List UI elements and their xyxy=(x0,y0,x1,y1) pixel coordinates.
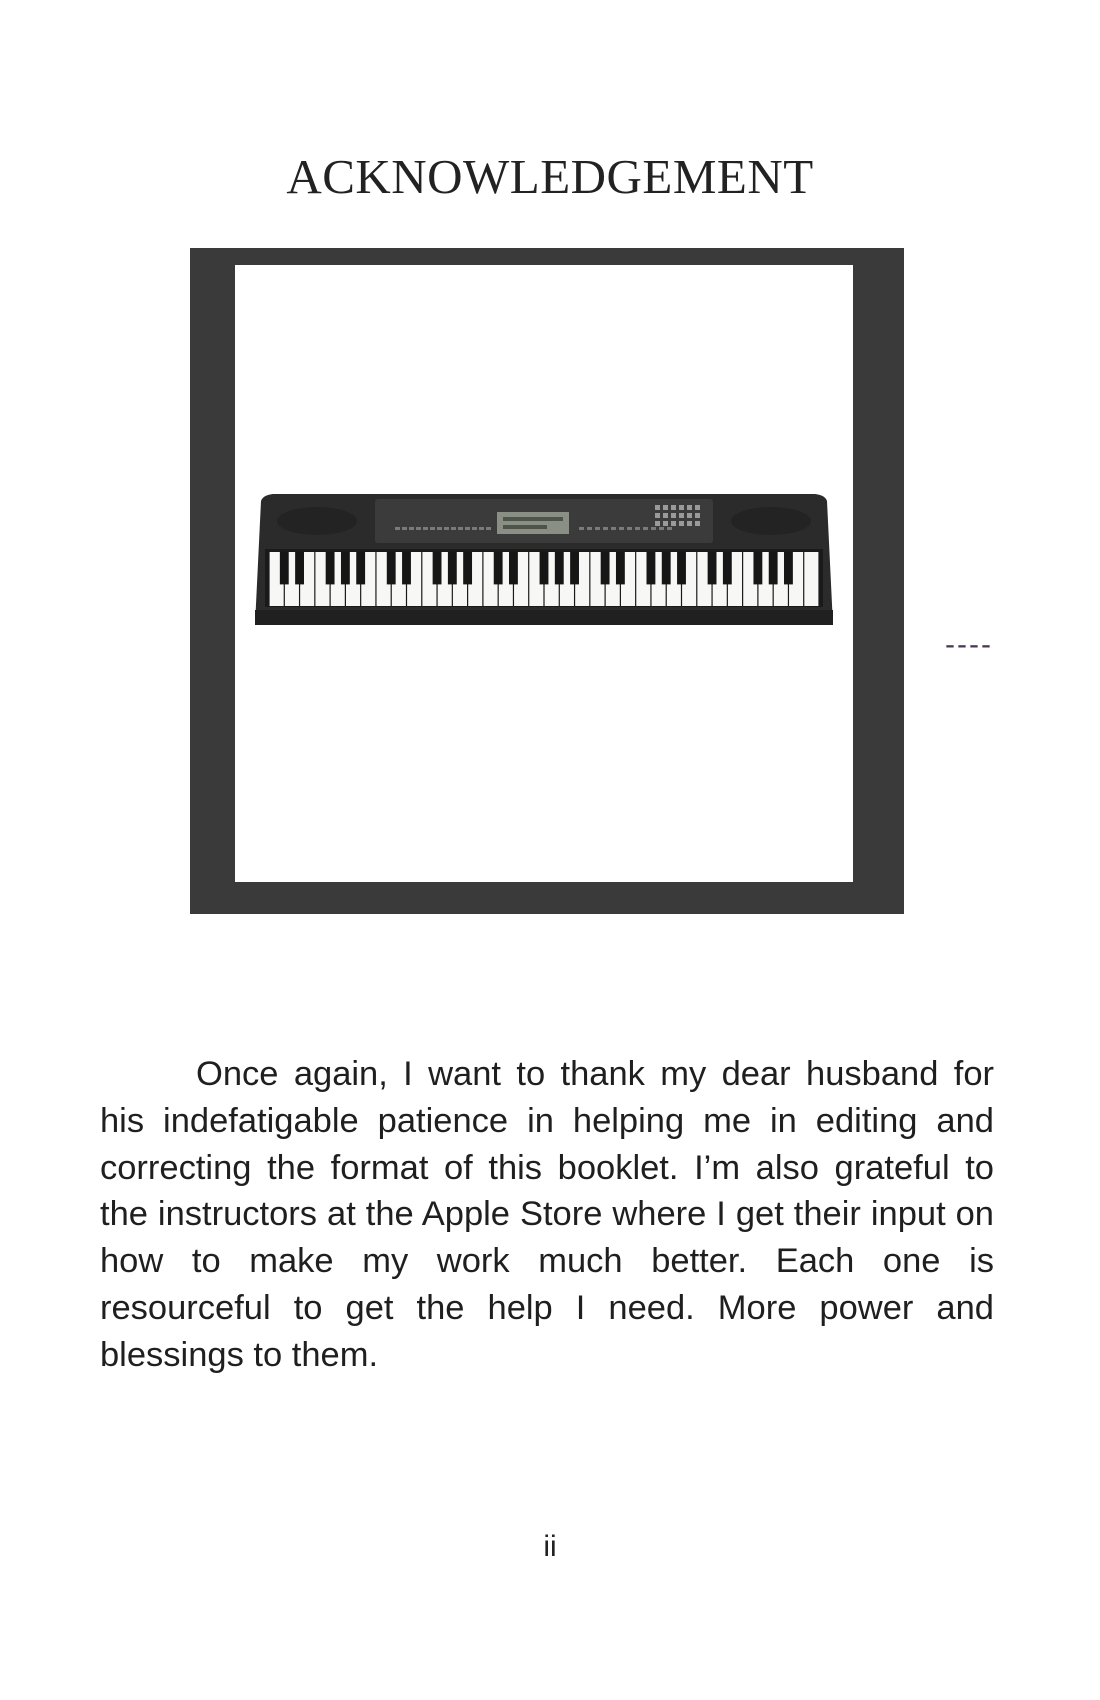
front-lip xyxy=(255,610,833,625)
black-key xyxy=(341,552,350,584)
black-key xyxy=(570,552,579,584)
grid-button xyxy=(687,505,692,510)
black-key xyxy=(494,552,503,584)
grid-button xyxy=(655,521,660,526)
black-key xyxy=(509,552,518,584)
grid-button xyxy=(663,521,668,526)
grid-button xyxy=(687,521,692,526)
panel-button xyxy=(451,527,456,530)
panel-button xyxy=(667,527,672,530)
grid-button xyxy=(695,505,700,510)
black-key xyxy=(295,552,304,584)
black-key xyxy=(540,552,549,584)
acknowledgement-paragraph: Once again, I want to thank my dear husband for his indefatigable patience in helping me in editing and correcting the format of this booklet. I’m also grateful to the instructors at the Apple Store where I get their input on how to make my work much better. Each one is resourceful to get the help I need. More power and blessings to them. xyxy=(100,1055,994,1374)
black-key xyxy=(356,552,365,584)
display-screen xyxy=(497,512,569,534)
panel-button xyxy=(603,527,608,530)
black-key xyxy=(326,552,335,584)
panel-button xyxy=(444,527,449,530)
panel-button xyxy=(472,527,477,530)
grid-button xyxy=(695,513,700,518)
grid-button xyxy=(663,513,668,518)
grid-button xyxy=(687,513,692,518)
panel-button xyxy=(416,527,421,530)
photo-area xyxy=(235,265,853,882)
panel-button xyxy=(458,527,463,530)
grid-button xyxy=(671,513,676,518)
panel-button xyxy=(651,527,656,530)
black-key xyxy=(723,552,732,584)
panel-button xyxy=(465,527,470,530)
black-key xyxy=(662,552,671,584)
panel-button xyxy=(643,527,648,530)
panel-button xyxy=(635,527,640,530)
grid-button xyxy=(695,521,700,526)
black-key xyxy=(433,552,442,584)
black-key xyxy=(463,552,472,584)
panel-button xyxy=(579,527,584,530)
panel-button xyxy=(627,527,632,530)
panel-button xyxy=(437,527,442,530)
panel-button xyxy=(479,527,484,530)
grid-button xyxy=(671,521,676,526)
black-key xyxy=(280,552,289,584)
side-dash-mark: ---- xyxy=(945,628,993,661)
page-number: ii xyxy=(543,1530,557,1563)
keyboard-icon xyxy=(235,265,853,882)
display-screen-text-2 xyxy=(503,525,547,529)
panel-button xyxy=(409,527,414,530)
black-key xyxy=(616,552,625,584)
black-key xyxy=(601,552,610,584)
panel-button xyxy=(486,527,491,530)
black-key xyxy=(387,552,396,584)
grid-button xyxy=(663,505,668,510)
panel-button xyxy=(587,527,592,530)
black-key xyxy=(448,552,457,584)
panel-button xyxy=(659,527,664,530)
grid-button xyxy=(679,513,684,518)
grid-button xyxy=(655,505,660,510)
black-key xyxy=(708,552,717,584)
panel-button xyxy=(619,527,624,530)
panel-button xyxy=(423,527,428,530)
black-key xyxy=(677,552,686,584)
panel-button xyxy=(595,527,600,530)
grid-button xyxy=(679,521,684,526)
right-speaker xyxy=(731,507,811,535)
black-key xyxy=(402,552,411,584)
black-key xyxy=(647,552,656,584)
page-title: ACKNOWLEDGEMENT xyxy=(286,149,814,204)
black-key xyxy=(769,552,778,584)
panel-button xyxy=(430,527,435,530)
panel-button xyxy=(611,527,616,530)
left-speaker xyxy=(277,507,357,535)
panel-button xyxy=(395,527,400,530)
panel-button xyxy=(402,527,407,530)
black-key xyxy=(555,552,564,584)
grid-button xyxy=(655,513,660,518)
black-key xyxy=(753,552,762,584)
photo-frame xyxy=(190,248,904,914)
grid-button xyxy=(671,505,676,510)
white-key xyxy=(804,552,818,606)
display-screen-text xyxy=(503,517,563,521)
black-key xyxy=(784,552,793,584)
grid-button xyxy=(679,505,684,510)
